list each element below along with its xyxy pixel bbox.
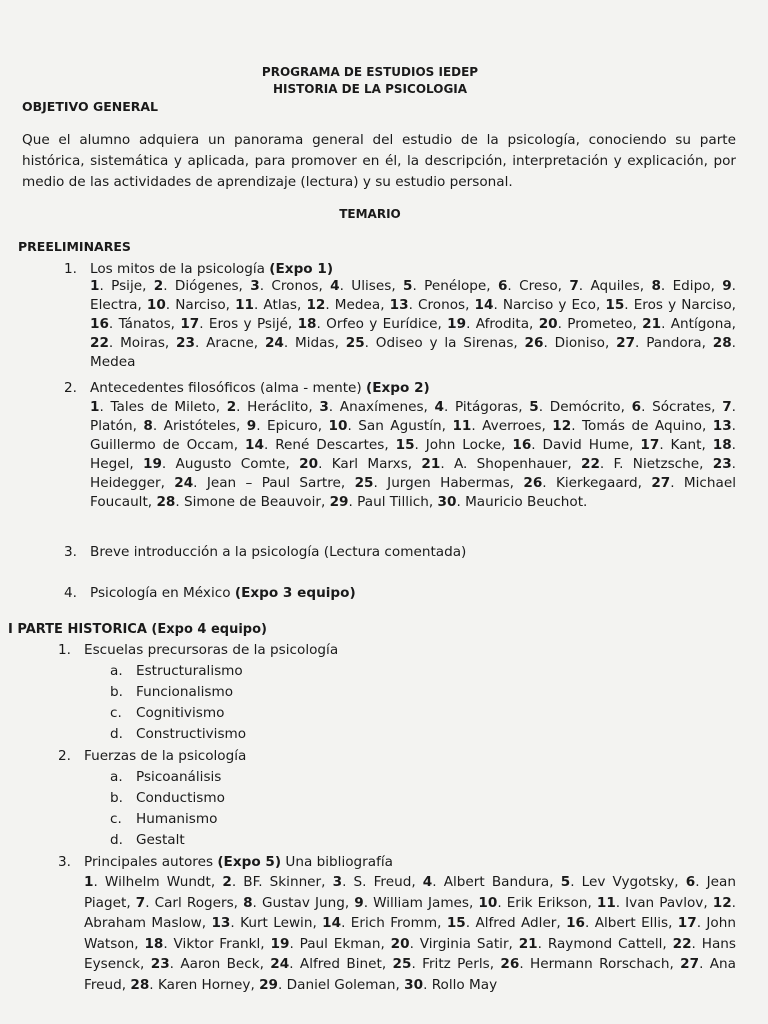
historica-item-1 [58,640,338,661]
parte-historica-heading: I PARTE HISTORICA (Expo 4 equipo) [8,622,267,637]
sub-text: Funcionalismo [136,684,234,700]
historica-item-3 [58,852,393,873]
sub-letter: b. [110,790,123,806]
historica-item-2 [58,746,246,767]
item-label: Breve introducción a la psicología (Lectura comentada) [90,544,467,560]
preliminar-item-3 [64,542,466,563]
sub-text: Conductismo [136,790,225,806]
item-number: 3. [64,544,77,560]
sub-text: Humanismo [136,811,218,827]
preliminares-heading: PREELIMINARES [18,239,131,254]
objetivo-heading: OBJETIVO GENERAL [22,99,159,114]
item-label: Los mitos de la psicología [90,261,270,277]
sub-letter: c. [110,705,122,721]
document-subtitle: HISTORIA DE LA PSICOLOGIA [272,82,468,96]
sub-item [110,703,224,724]
item-expo: (Expo 3 equipo) [234,585,356,601]
filosofos-list: 1. Tales de Mileto, 2. Heráclito, 3. Anaxímenes, 4. Pitágoras, 5. Demócrito, 6. Sócrates, 7. Platón, 8. Aristóteles, 9. Epicuro, 10. San Agustín, 11. Averroes, 12. Tomás de Aquino, 13. Guillermo de Occam, 14. René Descartes, 15. John Locke, 16. David Hume, 17. Kant, 18. Hegel, 19. Augusto Comte, 20. Karl Marxs, 21. A. Shopenhauer, 22. F. Nietzsche, 23. Heidegger, 24. Jean – Paul Sartre, 25. Jurgen Habermas, 26. Kierkegaard, 27. Michael Foucault, 28. Simone de Beauvoir, 29. Paul Tillich, 30. Mauricio Beuchot. [90,399,736,510]
sub-text: Cognitivismo [136,705,225,721]
sub-item [110,809,217,830]
item-label: Antecedentes filosóficos (alma - mente) [90,380,367,396]
preliminar-item-4 [64,583,356,604]
sub-letter: a. [110,663,123,679]
document-title: PROGRAMA DE ESTUDIOS IEDEP [261,65,479,79]
item-number: 2. [64,380,77,396]
preliminar-item-2 [64,378,430,399]
item-expo: (Expo 2) [366,380,430,396]
sub-text: Psicoanálisis [136,769,222,785]
sub-item [110,661,243,682]
objetivo-text: Que el alumno adquiera un panorama general del estudio de la psicología, conociendo su parte histórica, sistemática y aplicada, para promover en él, la descripción, interpretación y explicación, por medio de las actividades de aprendizaje (lectura) y su estudio personal. [22,132,736,190]
item-expo: (Expo 5) [217,854,282,870]
sub-item [110,767,221,788]
mitos-list: 1. Psije, 2. Diógenes, 3. Cronos, 4. Ulises, 5. Penélope, 6. Creso, 7. Aquiles, 8. Edipo, 9. Electra, 10. Narciso, 11. Atlas, 12. Medea, 13. Cronos, 14. Narciso y Eco, 15. Eros y Narciso, 16. Tánatos, 17. Eros y Psijé, 18. Orfeo y Eurídice, 19. Afrodita, 20. Prometeo, 21. Antígona, 22. Moiras, 23. Aracne, 24. Midas, 25. Odiseo y la Sirenas, 26. Dioniso, 27. Pandora, 28. Medea [90,278,737,370]
temario-heading: TEMARIO [339,207,401,221]
item-number: 2. [58,748,71,764]
sub-letter: d. [110,726,123,742]
sub-letter: b. [110,684,123,700]
sub-letter: c. [110,811,122,827]
sub-item [110,830,185,851]
item-label: Principales autores [84,854,218,870]
sub-letter: d. [110,832,123,848]
sub-letter: a. [110,769,123,785]
item-number: 1. [58,642,71,658]
item-number: 3. [58,854,71,870]
sub-item [110,788,225,809]
item-number: 1. [64,261,77,277]
item-label: Fuerzas de la psicología [84,748,247,764]
sub-item [110,724,246,745]
item-label: Psicología en México [90,585,235,601]
item-number: 4. [64,585,77,601]
sub-item [110,682,233,703]
item-label: Escuelas precursoras de la psicología [84,642,339,658]
item-suffix: Una bibliografía [281,854,393,870]
sub-text: Estructuralismo [136,663,243,679]
sub-text: Constructivismo [136,726,247,742]
sub-text: Gestalt [136,832,185,848]
item-expo: (Expo 1) [269,261,334,277]
autores-list: 1. Wilhelm Wundt, 2. BF. Skinner, 3. S. Freud, 4. Albert Bandura, 5. Lev Vygotsky, 6. Jean Piaget, 7. Carl Rogers, 8. Gustav Jung, 9. William James, 10. Erik Erikson, 11. Ivan Pavlov, 12. Abraham Maslow, 13. Kurt Lewin, 14. Erich Fromm, 15. Alfred Adler, 16. Albert Ellis, 17. John Watson, 18. Viktor Frankl, 19. Paul Ekman, 20. Virginia Satir, 21. Raymond Cattell, 22. Hans Eysenck, 23. Aaron Beck, 24. Alfred Binet, 25. Fritz Perls, 26. Hermann Rorschach, 27. Ana Freud, 28. Karen Horney, 29. Daniel Goleman, 30. Rollo May [84,874,736,993]
